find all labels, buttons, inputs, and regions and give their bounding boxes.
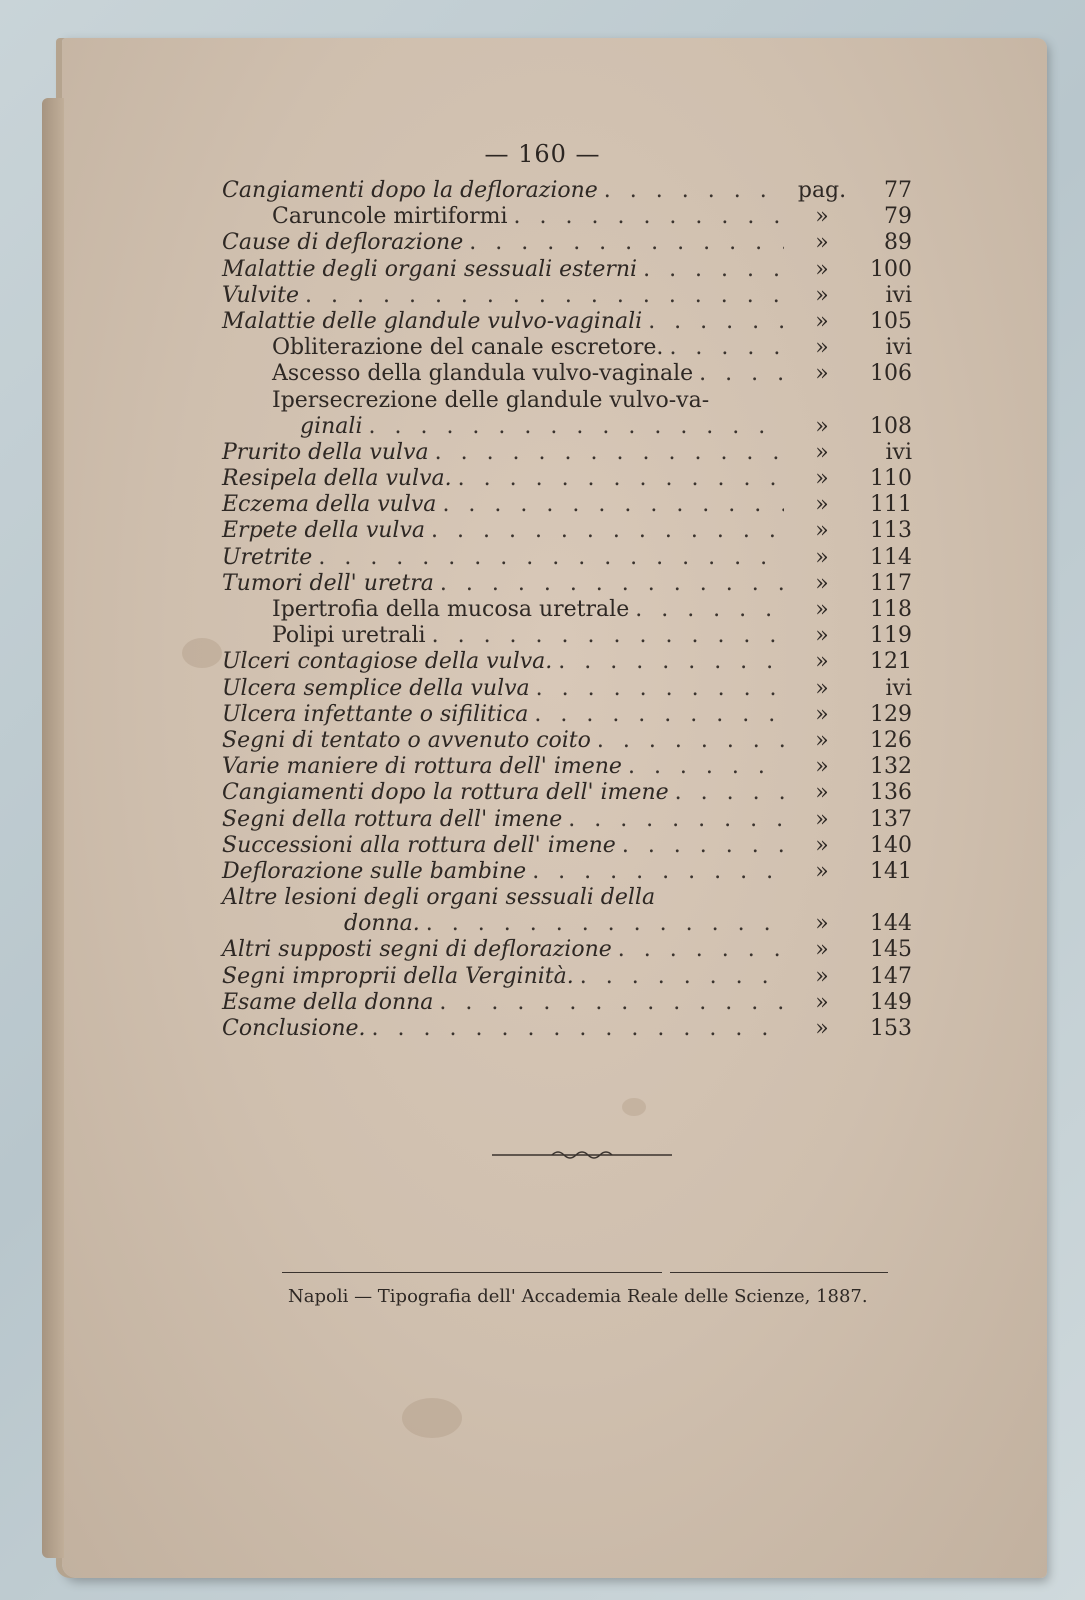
toc-entry-marker: »	[815, 937, 829, 963]
leader-dots	[372, 1016, 784, 1042]
toc-entry-marker: »	[815, 466, 829, 492]
toc-entry	[222, 885, 912, 911]
toc-entry-page: 137	[870, 806, 912, 832]
toc-entry-marker: »	[815, 335, 829, 361]
toc-entry	[222, 492, 912, 518]
toc-entry	[222, 833, 912, 859]
toc-entry-page: 145	[870, 937, 912, 963]
toc-entry	[222, 335, 912, 361]
toc-entry-title: Esame della donna	[222, 989, 434, 1015]
toc-entry-page: 144	[870, 911, 912, 937]
toc-entry-page: 126	[870, 727, 912, 753]
toc-entry-title: Prurito della vulva	[222, 439, 429, 465]
toc-entry-marker: »	[815, 623, 829, 649]
leader-dots	[568, 807, 784, 833]
toc-entry-title: Erpete della vulva	[222, 518, 425, 544]
toc-entry-marker: »	[815, 492, 829, 518]
toc-entry-marker: »	[815, 780, 829, 806]
toc-entry-page: 100	[870, 256, 912, 282]
toc-entry-title: Caruncole mirtiformi	[272, 204, 508, 230]
toc-entry-marker: pag.	[797, 178, 847, 203]
toc-entry-page: 153	[870, 1016, 912, 1041]
toc-entry-title: Altre lesioni degli organi sessuali della	[222, 885, 656, 911]
toc-entry	[222, 937, 912, 963]
toc-entry	[222, 283, 912, 309]
toc-entry	[222, 807, 912, 833]
toc-entry-page: 119	[870, 623, 912, 649]
ornament-divider	[492, 1148, 672, 1162]
toc-entry	[222, 623, 912, 649]
toc-entry-page: 77	[884, 178, 912, 203]
toc-entry-marker: »	[815, 701, 829, 727]
toc-entry	[222, 178, 912, 204]
leader-dots	[536, 676, 784, 702]
toc-entry-page: 147	[870, 963, 912, 989]
toc-entry	[222, 964, 912, 990]
toc-entry-title: Segni della rottura dell' imene	[222, 806, 563, 832]
toc-entry-page: 141	[870, 858, 912, 884]
toc-entry-title: Tumori dell' uretra	[222, 570, 434, 596]
toc-entry	[222, 597, 912, 623]
toc-entry	[222, 780, 912, 806]
leader-dots	[514, 204, 784, 230]
toc-entry-page: 108	[870, 413, 912, 439]
leader-dots	[675, 780, 784, 806]
toc-entry-page: 111	[870, 492, 912, 518]
toc-entry-page: 117	[870, 570, 912, 596]
toc-entry-title: donna.	[344, 911, 420, 937]
leader-dots	[439, 990, 784, 1016]
toc-entry-marker: »	[815, 230, 829, 256]
toc-entry-page: 136	[870, 780, 912, 806]
toc-entry-marker: »	[815, 806, 829, 832]
leader-dots	[435, 440, 784, 466]
leader-dots	[534, 702, 784, 728]
toc-entry-title: ginali	[300, 413, 363, 439]
toc-entry-marker: »	[815, 413, 829, 439]
toc-entry-title: Ipertrofia della mucosa uretrale	[272, 597, 630, 622]
toc-entry-page: ivi	[885, 675, 912, 701]
toc-entry	[222, 440, 912, 466]
toc-entry	[222, 649, 912, 675]
toc-entry	[222, 414, 912, 440]
table-of-contents	[222, 178, 912, 1042]
toc-entry	[222, 204, 912, 230]
leader-dots	[648, 309, 784, 335]
leader-dots	[431, 518, 784, 544]
leader-dots	[643, 257, 784, 283]
toc-entry	[222, 545, 912, 571]
leader-dots	[442, 492, 784, 518]
toc-entry-page: 132	[870, 754, 912, 780]
leader-dots	[618, 937, 784, 963]
toc-entry-marker: »	[815, 754, 829, 780]
leader-dots	[635, 597, 784, 623]
leader-dots	[532, 859, 784, 885]
toc-entry-title: Uretrite	[222, 544, 313, 570]
toc-entry-page: ivi	[885, 335, 912, 361]
leader-dots	[558, 649, 784, 675]
toc-entry-marker: »	[815, 570, 829, 596]
toc-entry-page: 89	[884, 230, 912, 256]
toc-entry-marker: »	[815, 361, 829, 387]
page-number-header: — 160 —	[484, 140, 601, 168]
toc-entry-page: 140	[870, 832, 912, 858]
toc-entry-title: Obliterazione del canale escretore.	[272, 335, 664, 361]
toc-entry-page: 106	[870, 361, 912, 387]
toc-entry-title: Cause di deflorazione	[222, 230, 464, 256]
toc-entry-title: Segni improprii della Verginità.	[222, 963, 574, 989]
leader-dots	[580, 964, 784, 990]
toc-entry-title: Polipi uretrali	[272, 623, 426, 649]
toc-entry-marker: »	[815, 518, 829, 544]
toc-entry-page: 79	[884, 204, 912, 230]
toc-entry-title: Eczema della vulva	[222, 492, 437, 518]
leader-dots	[699, 361, 784, 387]
toc-entry-marker: »	[815, 1016, 829, 1041]
toc-entry-title: Ulcera semplice della vulva	[222, 675, 530, 701]
toc-entry-title: Conclusione.	[222, 1016, 366, 1041]
toc-entry	[222, 466, 912, 492]
toc-entry-title: Ulcera infettante o sifilitica	[222, 701, 529, 727]
leader-dots	[669, 335, 784, 361]
leader-dots	[368, 414, 784, 440]
toc-entry-page: 105	[870, 308, 912, 334]
toc-entry	[222, 859, 912, 885]
leader-dots	[426, 911, 784, 937]
toc-entry-marker: »	[815, 439, 829, 465]
toc-entry-title: Ulceri contagiose della vulva.	[222, 649, 553, 675]
toc-entry-marker: »	[815, 675, 829, 701]
toc-entry-marker: »	[815, 727, 829, 753]
toc-entry-marker: »	[815, 282, 829, 308]
toc-entry	[222, 728, 912, 754]
toc-entry-page: 114	[870, 544, 912, 570]
imprint-rule-right	[670, 1272, 888, 1273]
toc-entry-marker: »	[815, 256, 829, 282]
toc-entry	[222, 230, 912, 256]
toc-entry-marker: »	[815, 832, 829, 858]
toc-entry-marker: »	[815, 963, 829, 989]
toc-entry-title: Malattie delle glandule vulvo-vaginali	[222, 308, 643, 334]
toc-entry-page: 121	[870, 649, 912, 675]
toc-entry-title: Resipela della vulva.	[222, 466, 452, 492]
toc-entry-page: 118	[870, 597, 912, 622]
toc-entry	[222, 754, 912, 780]
toc-entry-title: Deflorazione sulle bambine	[222, 858, 527, 884]
toc-entry-marker: »	[815, 544, 829, 570]
toc-entry-marker: »	[815, 989, 829, 1015]
toc-entry-page: 113	[870, 518, 912, 544]
toc-entry	[222, 702, 912, 728]
toc-entry-marker: »	[815, 649, 829, 675]
toc-entry	[222, 911, 912, 937]
leader-dots	[458, 466, 784, 492]
toc-entry-page: 110	[870, 466, 912, 492]
toc-entry-page: 129	[870, 701, 912, 727]
toc-entry	[222, 1016, 912, 1042]
toc-entry-title: Segni di tentato o avvenuto coito	[222, 727, 591, 753]
toc-entry-title: Malattie degli organi sessuali esterni	[222, 256, 638, 282]
leader-dots	[604, 178, 784, 204]
toc-entry	[222, 571, 912, 597]
leader-dots	[597, 728, 784, 754]
printer-imprint: Napoli — Tipografia dell' Accademia Reale delle Scienze, 1887.	[288, 1286, 868, 1307]
leader-dots	[622, 833, 784, 859]
toc-entry	[222, 361, 912, 387]
leader-dots	[469, 230, 784, 256]
toc-entry-page: 149	[870, 989, 912, 1015]
leader-dots	[305, 283, 784, 309]
toc-entry-marker: »	[815, 597, 829, 622]
toc-entry-marker: »	[815, 204, 829, 230]
toc-entry-title: Successioni alla rottura dell' imene	[222, 832, 616, 858]
toc-entry	[222, 676, 912, 702]
toc-entry-title: Ipersecrezione delle glandule vulvo-va-	[272, 387, 710, 413]
toc-entry-page: ivi	[885, 282, 912, 308]
leader-dots	[432, 623, 784, 649]
toc-entry-title: Ascesso della glandula vulvo-vaginale	[272, 361, 694, 387]
toc-entry-marker: »	[815, 911, 829, 937]
leader-dots	[628, 754, 784, 780]
imprint-rule-left	[282, 1272, 662, 1273]
toc-entry-marker: »	[815, 858, 829, 884]
leader-dots	[318, 545, 784, 571]
toc-entry-marker: »	[815, 308, 829, 334]
toc-entry	[222, 990, 912, 1016]
toc-entry-page: ivi	[885, 439, 912, 465]
toc-entry	[222, 309, 912, 335]
toc-entry-title: Vulvite	[222, 282, 300, 308]
toc-entry	[222, 388, 912, 414]
toc-entry	[222, 257, 912, 283]
toc-entry	[222, 518, 912, 544]
leader-dots	[440, 571, 784, 597]
toc-entry-title: Varie maniere di rottura dell' imene	[222, 754, 622, 780]
toc-entry-title: Altri supposti segni di deflorazione	[222, 937, 612, 963]
toc-entry-title: Cangiamenti dopo la rottura dell' imene	[222, 780, 669, 806]
toc-entry-title: Cangiamenti dopo la deflorazione	[222, 178, 598, 203]
